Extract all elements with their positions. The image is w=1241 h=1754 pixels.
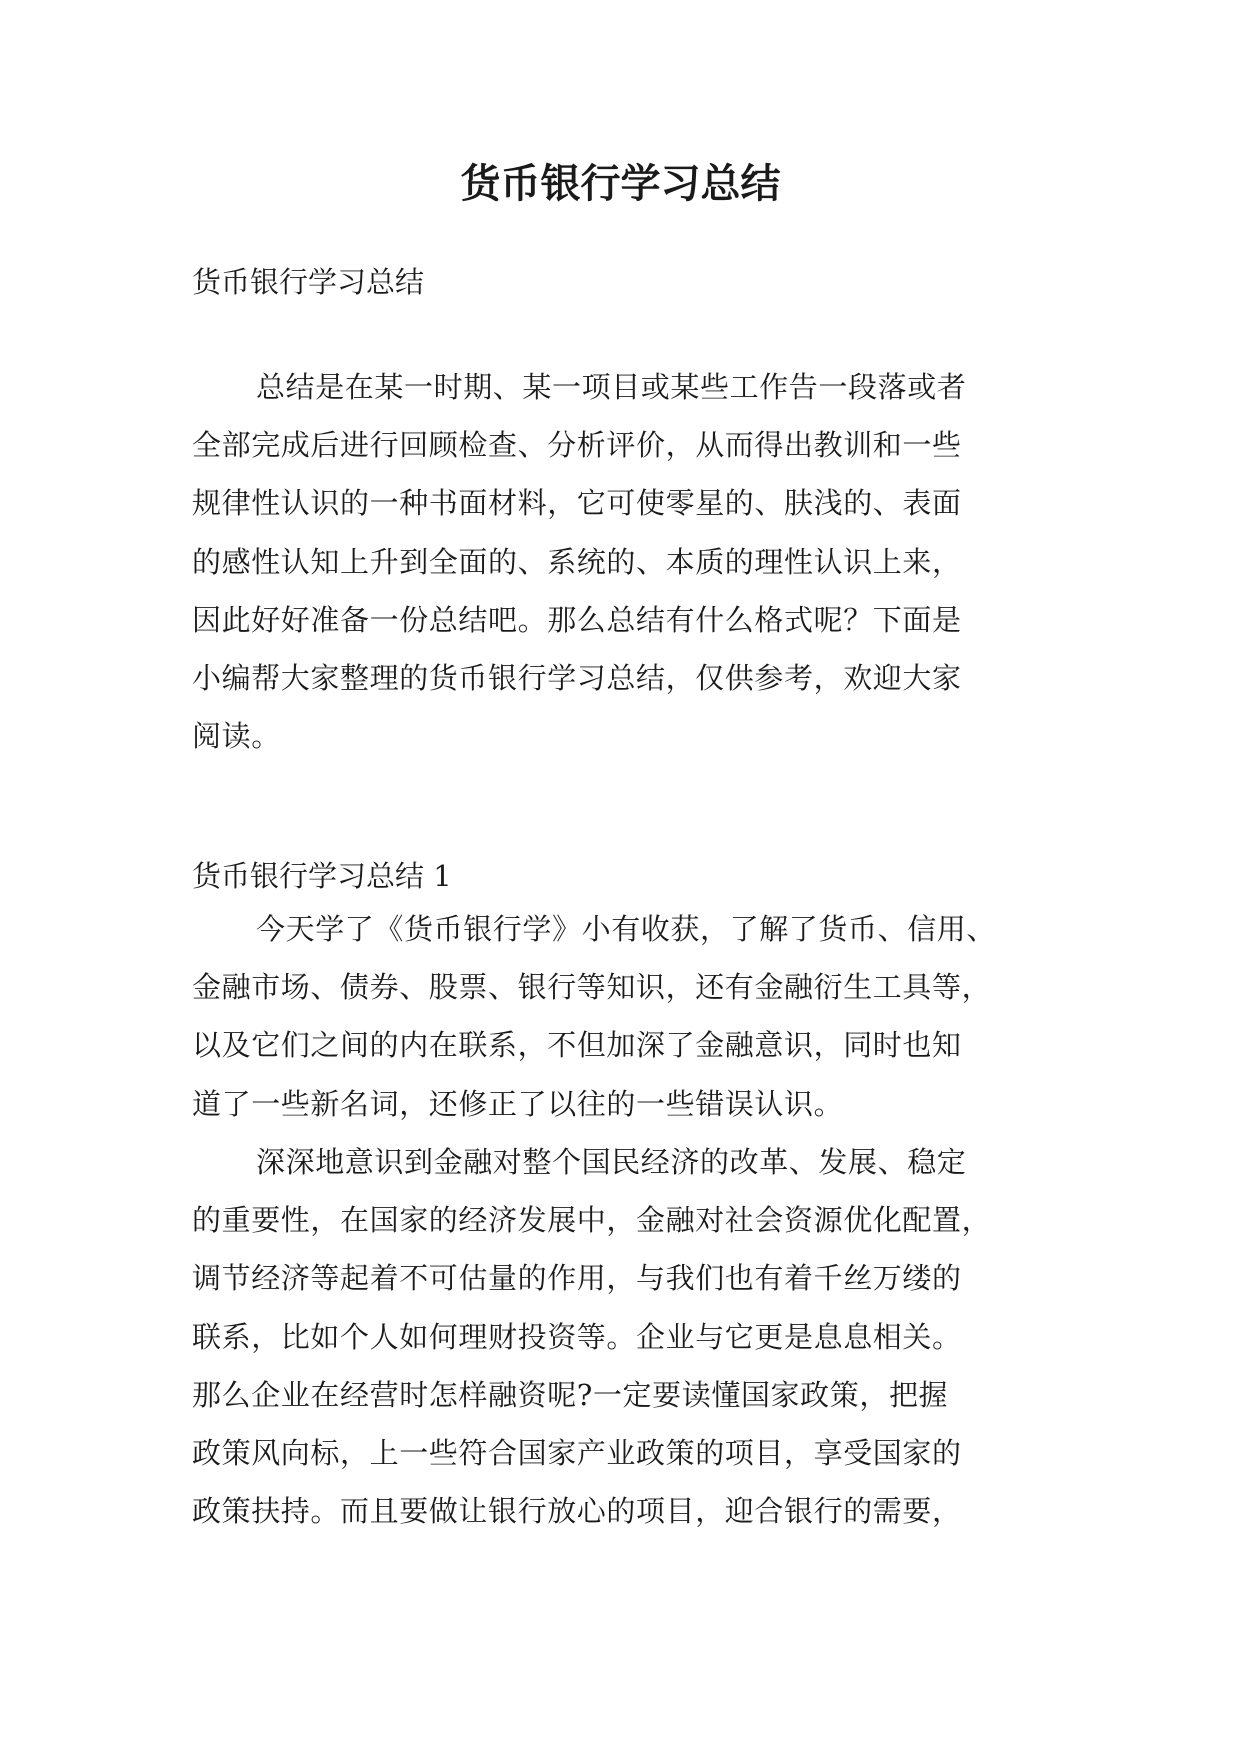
intro-line: 因此好好准备一份总结吧。那么总结有什么格式呢？下面是 <box>192 602 962 637</box>
body-line: 那么企业在经营时怎样融资呢?一定要读懂国家政策，把握 <box>192 1377 949 1412</box>
body-line: 金融市场、债券、股票、银行等知识，还有金融衍生工具等， <box>192 970 992 1005</box>
body-line: 政策风向标，上一些符合国家产业政策的项目，享受国家的 <box>192 1435 962 1470</box>
intro-line: 的感性认知上升到全面的、系统的、本质的理性认识上来， <box>192 544 962 579</box>
intro-line: 总结是在某一时期、某一项目或某些工作告一段落或者 <box>256 370 967 404</box>
intro-line: 阅读。 <box>192 719 281 754</box>
body-line: 深深地意识到金融对整个国民经济的改革、发展、稳定 <box>256 1145 967 1179</box>
body-line: 联系，比如个人如何理财投资等。企业与它更是息息相关。 <box>192 1319 962 1354</box>
section1-paragraph-2 <box>192 1133 991 1540</box>
body-line: 调节经济等起着不可估量的作用，与我们也有着千丝万缕的 <box>192 1261 962 1296</box>
body-line: 政策扶持。而且要做让银行放心的项目，迎合银行的需要， <box>192 1494 962 1529</box>
section1-paragraph-1 <box>192 900 996 1133</box>
section-heading: 货币银行学习总结 1 <box>192 859 452 893</box>
intro-line: 规律性认识的一种书面材料，它可使零星的、肤浅的、表面 <box>192 486 962 521</box>
document-subtitle: 货币银行学习总结 <box>192 265 425 299</box>
body-line: 以及它们之间的内在联系，不但加深了金融意识，同时也知 <box>192 1028 962 1063</box>
body-line: 今天学了《货币银行学》小有收获，了解了货币、信用、 <box>256 912 997 946</box>
body-line: 道了一些新名词，还修正了以往的一些错误认识。 <box>192 1086 844 1121</box>
body-line: 的重要性，在国家的经济发展中，金融对社会资源优化配置， <box>192 1203 992 1238</box>
document-title: 货币银行学习总结 <box>460 161 781 207</box>
intro-line: 小编帮大家整理的货币银行学习总结，仅供参考，欢迎大家 <box>192 660 962 695</box>
intro-paragraph <box>192 358 966 765</box>
intro-line: 全部完成后进行回顾检查、分析评价，从而得出教训和一些 <box>192 428 962 463</box>
